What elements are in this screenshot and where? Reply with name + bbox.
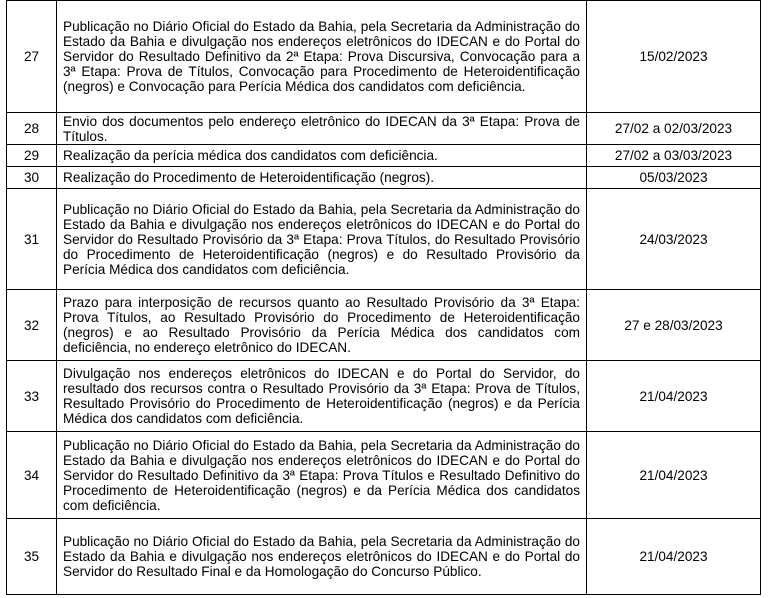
row-description: Realização da perícia médica dos candidatos com deficiência. — [57, 145, 587, 167]
row-date: 24/03/2023 — [587, 189, 761, 290]
row-description: Publicação no Diário Oficial do Estado da Bahia, pela Secretaria da Administração do Estado da Bahia e divulgação nos endereços eletrônicos do IDECAN e do Portal do Servidor do Resultado Final e da Homologação do Concurso Público. — [57, 519, 587, 595]
table-row — [7, 519, 761, 595]
row-description: Divulgação nos endereços eletrônicos do IDECAN e do Portal do Servidor, do resultado dos recursos contra o Resultado Provisório da 3ª Etapa: Prova de Títulos, Resultado Provisório do Procedimento de Heteroidentificação (negros) e da Perícia Médica dos candidatos com deficiência. — [57, 361, 587, 432]
row-number: 35 — [7, 519, 57, 595]
schedule-table — [6, 0, 761, 595]
row-number: 27 — [7, 1, 57, 113]
row-number: 34 — [7, 432, 57, 519]
table-row — [7, 167, 761, 189]
row-description: Publicação no Diário Oficial do Estado da Bahia, pela Secretaria da Administração do Estado da Bahia e divulgação nos endereços eletrônicos do IDECAN e do Portal do Servidor do Resultado Definitivo da 2ª Etapa: Prova Discursiva, Convocação para a 3ª Etapa: Prova de Títulos, Convocação para Procedimento de Heteroidentificação (negros) e Convocação para Perícia Médica dos candidatos com deficiência. — [57, 1, 587, 113]
row-date: 21/04/2023 — [587, 519, 761, 595]
row-date: 21/04/2023 — [587, 432, 761, 519]
row-number: 32 — [7, 290, 57, 361]
table-row — [7, 290, 761, 361]
table-row — [7, 145, 761, 167]
row-description: Prazo para interposição de recursos quanto ao Resultado Provisório da 3ª Etapa: Prova Títulos, ao Resultado Provisório do Procedimento de Heteroidentificação (negros) e ao Resultado Provisório da Perícia Médica dos candidatos com deficiência, no endereço eletrônico do IDECAN. — [57, 290, 587, 361]
row-number: 33 — [7, 361, 57, 432]
row-date: 15/02/2023 — [587, 1, 761, 113]
row-number: 28 — [7, 113, 57, 145]
table-row — [7, 1, 761, 113]
table-row — [7, 361, 761, 432]
row-description: Publicação no Diário Oficial do Estado da Bahia, pela Secretaria da Administração do Estado da Bahia e divulgação nos endereços eletrônicos do IDECAN e do Portal do Servidor do Resultado Provisório da 3ª Etapa: Prova Títulos, do Resultado Provisório do Procedimento de Heteroidentificação (negros) e do Resultado Provisório da Perícia Médica dos candidatos com deficiência. — [57, 189, 587, 290]
row-date: 27/02 a 02/03/2023 — [587, 113, 761, 145]
row-date: 27 e 28/03/2023 — [587, 290, 761, 361]
table-row — [7, 189, 761, 290]
row-number: 31 — [7, 189, 57, 290]
row-date: 27/02 a 03/03/2023 — [587, 145, 761, 167]
row-date: 05/03/2023 — [587, 167, 761, 189]
row-date: 21/04/2023 — [587, 361, 761, 432]
row-description: Realização do Procedimento de Heteroidentificação (negros). — [57, 167, 587, 189]
table-row — [7, 432, 761, 519]
row-number: 29 — [7, 145, 57, 167]
row-description: Envio dos documentos pelo endereço eletrônico do IDECAN da 3ª Etapa: Prova de Títulos. — [57, 113, 587, 145]
table-row — [7, 113, 761, 145]
row-number: 30 — [7, 167, 57, 189]
row-description: Publicação no Diário Oficial do Estado da Bahia, pela Secretaria da Administração do Estado da Bahia e divulgação nos endereços eletrônicos do IDECAN e do Portal do Servidor do Resultado Definitivo da 3ª Etapa: Prova Títulos e Resultado Definitivo do Procedimento de Heteroidentificação (negros) e da Perícia Médica dos candidatos com deficiência. — [57, 432, 587, 519]
